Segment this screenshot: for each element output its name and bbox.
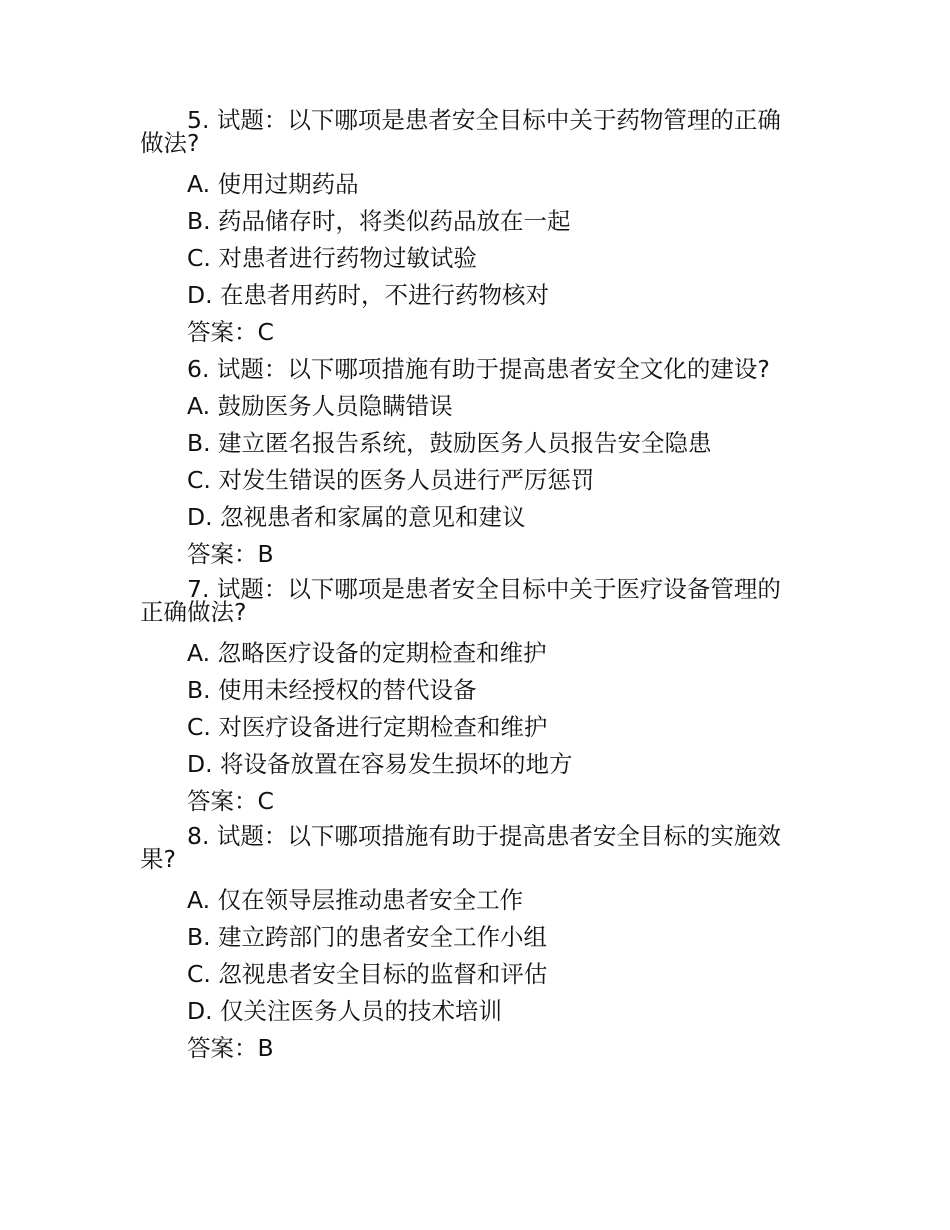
answer: 答案：C [187, 318, 274, 346]
option-d: D. 仅关注医务人员的技术培训 [187, 997, 503, 1025]
question-6 [140, 351, 820, 573]
option-a: A. 鼓励医务人员隐瞒错误 [187, 392, 453, 420]
question-stem-continued: 果? [140, 845, 176, 873]
option-b: B. 建立匿名报告系统，鼓励医务人员报告安全隐患 [187, 429, 712, 457]
option-c: C. 对患者进行药物过敏试验 [187, 244, 477, 272]
question-stem: 5. 试题：以下哪项是患者安全目标中关于药物管理的正确 [187, 106, 781, 134]
option-a: A. 仅在领导层推动患者安全工作 [187, 886, 524, 914]
option-d: D. 将设备放置在容易发生损坏的地方 [187, 750, 573, 778]
option-b: B. 建立跨部门的患者安全工作小组 [187, 923, 548, 951]
document-page [140, 104, 820, 1067]
answer: 答案：B [187, 540, 274, 568]
question-5 [140, 104, 820, 351]
option-d: D. 忽视患者和家属的意见和建议 [187, 503, 526, 531]
question-8 [140, 820, 820, 1067]
question-stem: 7. 试题：以下哪项是患者安全目标中关于医疗设备管理的 [187, 575, 781, 603]
option-b: B. 药品储存时，将类似药品放在一起 [187, 207, 571, 235]
question-7 [140, 573, 820, 820]
option-d: D. 在患者用药时，不进行药物核对 [187, 281, 550, 309]
option-a: A. 忽略医疗设备的定期检查和维护 [187, 639, 547, 667]
option-b: B. 使用未经授权的替代设备 [187, 676, 477, 704]
option-a: A. 使用过期药品 [187, 170, 359, 198]
question-stem-continued: 正确做法? [140, 598, 247, 626]
question-stem: 8. 试题：以下哪项措施有助于提高患者安全目标的实施效 [187, 822, 781, 850]
option-c: C. 忽视患者安全目标的监督和评估 [187, 960, 548, 988]
option-c: C. 对发生错误的医务人员进行严厉惩罚 [187, 466, 595, 494]
option-c: C. 对医疗设备进行定期检查和维护 [187, 713, 548, 741]
question-stem: 6. 试题：以下哪项措施有助于提高患者安全文化的建设? [187, 355, 770, 383]
answer: 答案：C [187, 787, 274, 815]
answer: 答案：B [187, 1034, 274, 1062]
question-stem-continued: 做法? [140, 129, 200, 157]
